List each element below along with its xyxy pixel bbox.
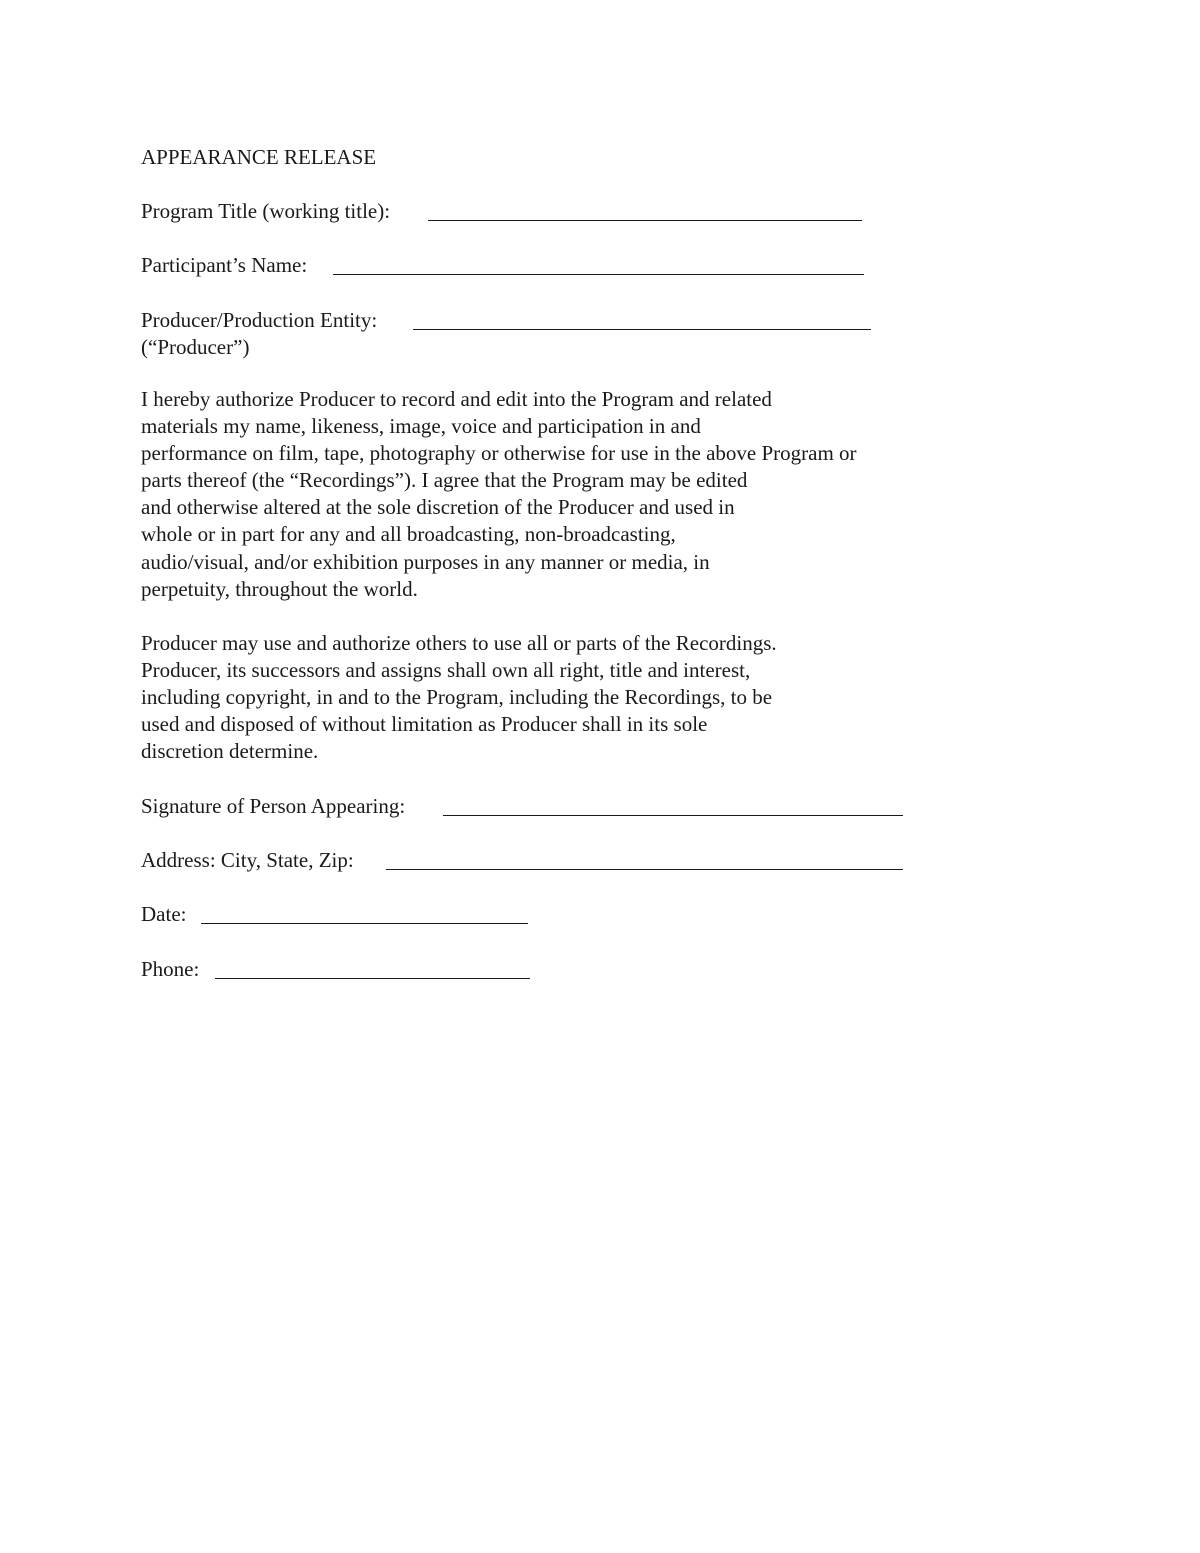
paragraph-line: perpetuity, throughout the world. — [141, 576, 418, 601]
signature-field — [141, 793, 405, 820]
paragraph-line: whole or in part for any and all broadcasting, non-broadcasting, — [141, 522, 676, 547]
paragraph-line: used and disposed of without limitation as Producer shall in its sole — [141, 712, 708, 737]
rights-paragraph — [141, 630, 961, 765]
phone-blank[interactable] — [215, 978, 530, 979]
date-label: Date: — [141, 902, 187, 926]
paragraph-line: and otherwise altered at the sole discretion of the Producer and used in — [141, 495, 735, 520]
paragraph-line: parts thereof (the “Recordings”). I agree that the Program may be edited — [141, 468, 748, 493]
producer-entity-blank[interactable] — [413, 329, 871, 330]
date-blank[interactable] — [201, 923, 528, 924]
signature-label: Signature of Person Appearing: — [141, 794, 406, 818]
participant-name-field — [141, 252, 307, 279]
address-label: Address: City, State, Zip: — [141, 848, 354, 872]
address-blank[interactable] — [386, 869, 903, 870]
paragraph-line: materials my name, likeness, image, voice and participation in and — [141, 414, 701, 439]
address-field — [141, 847, 354, 874]
paragraph-line: performance on film, tape, photography or otherwise for use in the above Program or — [141, 441, 857, 466]
paragraph-line: I hereby authorize Producer to record and edit into the Program and related — [141, 387, 772, 411]
program-title-label: Program Title (working title): — [141, 199, 391, 223]
participant-name-blank[interactable] — [333, 274, 864, 275]
paragraph-line: Producer, its successors and assigns shall own all right, title and interest, — [141, 658, 751, 683]
paragraph-line: discretion determine. — [141, 739, 319, 764]
producer-entity-field — [141, 307, 377, 334]
date-field — [141, 901, 186, 928]
paragraph-line: Producer may use and authorize others to use all or parts of the Recordings. — [141, 631, 777, 655]
producer-alias: (“Producer”) — [141, 335, 250, 359]
paragraph-line: audio/visual, and/or exhibition purposes in any manner or media, in — [141, 549, 710, 574]
program-title-blank[interactable] — [428, 220, 862, 221]
document-title: APPEARANCE RELEASE — [141, 145, 377, 169]
phone-label: Phone: — [141, 957, 200, 981]
producer-entity-label: Producer/Production Entity: — [141, 308, 378, 332]
participant-name-label: Participant’s Name: — [141, 253, 308, 277]
authorization-paragraph — [141, 386, 961, 603]
paragraph-line: including copyright, in and to the Program, including the Recordings, to be — [141, 685, 773, 710]
program-title-field — [141, 198, 390, 225]
phone-field — [141, 956, 199, 983]
signature-blank[interactable] — [443, 815, 903, 816]
